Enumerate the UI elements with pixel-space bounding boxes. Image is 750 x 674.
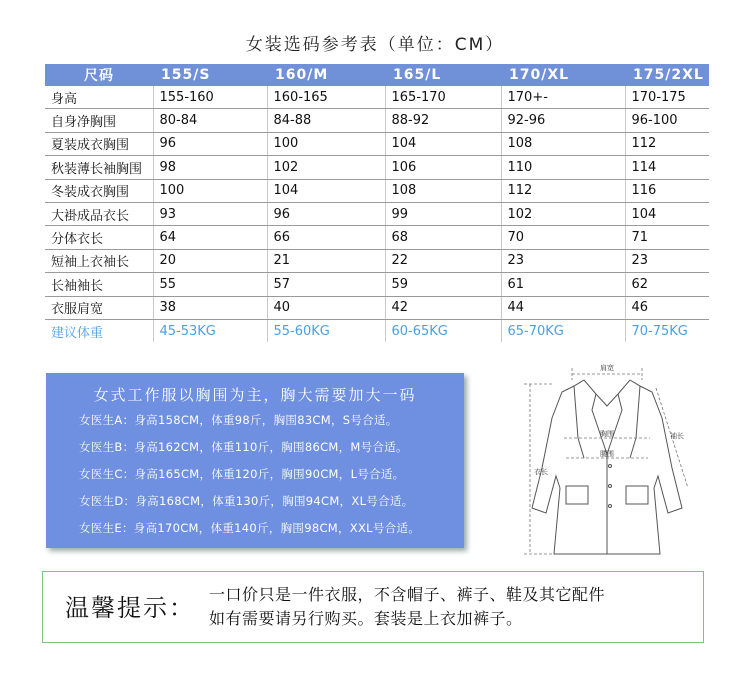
lab-coat-diagram <box>512 358 712 563</box>
size-value-cell: 96 <box>153 132 267 155</box>
table-row <box>45 132 709 155</box>
doctor-example: 女医生D：身高168CM，体重130斤，胸围94CM，XL号合适。 <box>79 494 414 508</box>
weight-value-cell: 55-60KG <box>267 319 385 342</box>
size-value-cell: 106 <box>385 156 501 179</box>
size-value-cell: 46 <box>625 296 709 319</box>
table-row <box>45 202 709 225</box>
size-value-cell: 66 <box>267 226 385 249</box>
size-value-cell: 88-92 <box>385 109 501 132</box>
table-row <box>45 109 709 132</box>
size-value-cell: 170+- <box>501 86 625 109</box>
size-value-cell: 110 <box>501 156 625 179</box>
size-value-cell: 100 <box>267 132 385 155</box>
label-shoulder: 肩宽 <box>600 364 614 372</box>
header-cell: 170/XL <box>501 64 625 86</box>
table-row <box>45 226 709 249</box>
size-value-cell: 55 <box>153 273 267 296</box>
row-label-cell: 衣服肩宽 <box>45 296 153 319</box>
size-value-cell: 61 <box>501 273 625 296</box>
size-value-cell: 96-100 <box>625 109 709 132</box>
size-value-cell: 114 <box>625 156 709 179</box>
table-row <box>45 249 709 272</box>
tip-label: 温馨提示： <box>65 594 195 622</box>
row-label-cell: 身高 <box>45 86 153 109</box>
row-label-cell: 自身净胸围 <box>45 109 153 132</box>
size-value-cell: 71 <box>625 226 709 249</box>
size-value-cell: 84-88 <box>267 109 385 132</box>
weight-value-cell: 60-65KG <box>385 319 501 342</box>
size-value-cell: 92-96 <box>501 109 625 132</box>
size-table <box>45 64 709 342</box>
label-length: 衣长 <box>534 468 548 476</box>
size-value-cell: 80-84 <box>153 109 267 132</box>
header-cell: 160/M <box>267 64 385 86</box>
size-value-cell: 104 <box>625 202 709 225</box>
table-row <box>45 179 709 202</box>
header-cell: 155/S <box>153 64 267 86</box>
doctor-example: 女医生A：身高158CM，体重98斤，胸围83CM，S号合适。 <box>79 413 398 427</box>
size-value-cell: 22 <box>385 249 501 272</box>
size-value-cell: 104 <box>267 179 385 202</box>
size-value-cell: 96 <box>267 202 385 225</box>
size-value-cell: 38 <box>153 296 267 319</box>
header-cell: 175/2XL <box>625 64 709 86</box>
header-cell: 165/L <box>385 64 501 86</box>
table-row <box>45 296 709 319</box>
size-value-cell: 99 <box>385 202 501 225</box>
size-value-cell: 23 <box>625 249 709 272</box>
table-row <box>45 86 709 109</box>
weight-value-cell: 45-53KG <box>153 319 267 342</box>
advice-heading: 女式工作服以胸围为主，胸大需要加大一码 <box>93 386 417 404</box>
weight-value-cell: 65-70KG <box>501 319 625 342</box>
size-value-cell: 102 <box>267 156 385 179</box>
size-value-cell: 108 <box>385 179 501 202</box>
size-value-cell: 21 <box>267 249 385 272</box>
row-label-cell: 秋装薄长袖胸围 <box>45 156 153 179</box>
size-value-cell: 165-170 <box>385 86 501 109</box>
row-label-cell: 大褂成品衣长 <box>45 202 153 225</box>
sizing-advice-box <box>46 373 464 548</box>
row-label-cell: 短袖上衣袖长 <box>45 249 153 272</box>
size-value-cell: 70 <box>501 226 625 249</box>
size-value-cell: 57 <box>267 273 385 296</box>
size-value-cell: 98 <box>153 156 267 179</box>
label-waist: 腰围 <box>600 450 614 458</box>
size-value-cell: 112 <box>501 179 625 202</box>
size-value-cell: 116 <box>625 179 709 202</box>
warm-tip-box <box>42 571 704 643</box>
size-value-cell: 59 <box>385 273 501 296</box>
size-value-cell: 42 <box>385 296 501 319</box>
size-value-cell: 112 <box>625 132 709 155</box>
row-label-cell: 分体衣长 <box>45 226 153 249</box>
size-value-cell: 108 <box>501 132 625 155</box>
doctor-example: 女医生B：身高162CM，体重110斤，胸围86CM，M号合适。 <box>79 440 408 454</box>
size-value-cell: 62 <box>625 273 709 296</box>
tip-line: 如有需要请另行购买。套装是上衣加裤子。 <box>209 609 523 628</box>
row-label-cell: 冬装成衣胸围 <box>45 179 153 202</box>
header-cell: 尺码 <box>45 64 153 86</box>
size-value-cell: 68 <box>385 226 501 249</box>
page-title: 女装选码参考表（单位：CM） <box>245 35 505 55</box>
size-value-cell: 104 <box>385 132 501 155</box>
doctor-example: 女医生E：身高170CM，体重140斤，胸围98CM，XXL号合适。 <box>79 521 421 535</box>
weight-value-cell: 70-75KG <box>631 323 688 339</box>
size-value-cell: 64 <box>153 226 267 249</box>
table-header-row <box>45 64 709 86</box>
row-label-cell: 建议体重 <box>45 319 153 342</box>
doctor-example: 女医生C：身高165CM，体重120斤，胸围90CM，L号合适。 <box>79 467 405 481</box>
label-chest: 胸围 <box>600 430 614 438</box>
row-label-cell: 夏装成衣胸围 <box>45 132 153 155</box>
size-value-cell: 160-165 <box>267 86 385 109</box>
size-value-cell: 20 <box>153 249 267 272</box>
table-row <box>45 156 709 179</box>
size-value-cell: 155-160 <box>153 86 267 109</box>
table-row-weight <box>45 319 709 342</box>
size-value-cell: 170-175 <box>625 86 709 109</box>
size-value-cell: 102 <box>501 202 625 225</box>
size-value-cell: 40 <box>267 296 385 319</box>
size-value-cell: 93 <box>153 202 267 225</box>
size-value-cell: 100 <box>153 179 267 202</box>
label-sleeve: 袖长 <box>670 432 684 440</box>
table-row <box>45 273 709 296</box>
tip-line: 一口价只是一件衣服，不含帽子、裤子、鞋及其它配件 <box>209 585 606 604</box>
size-value-cell: 44 <box>501 296 625 319</box>
row-label-cell: 长袖袖长 <box>45 273 153 296</box>
size-value-cell: 23 <box>501 249 625 272</box>
